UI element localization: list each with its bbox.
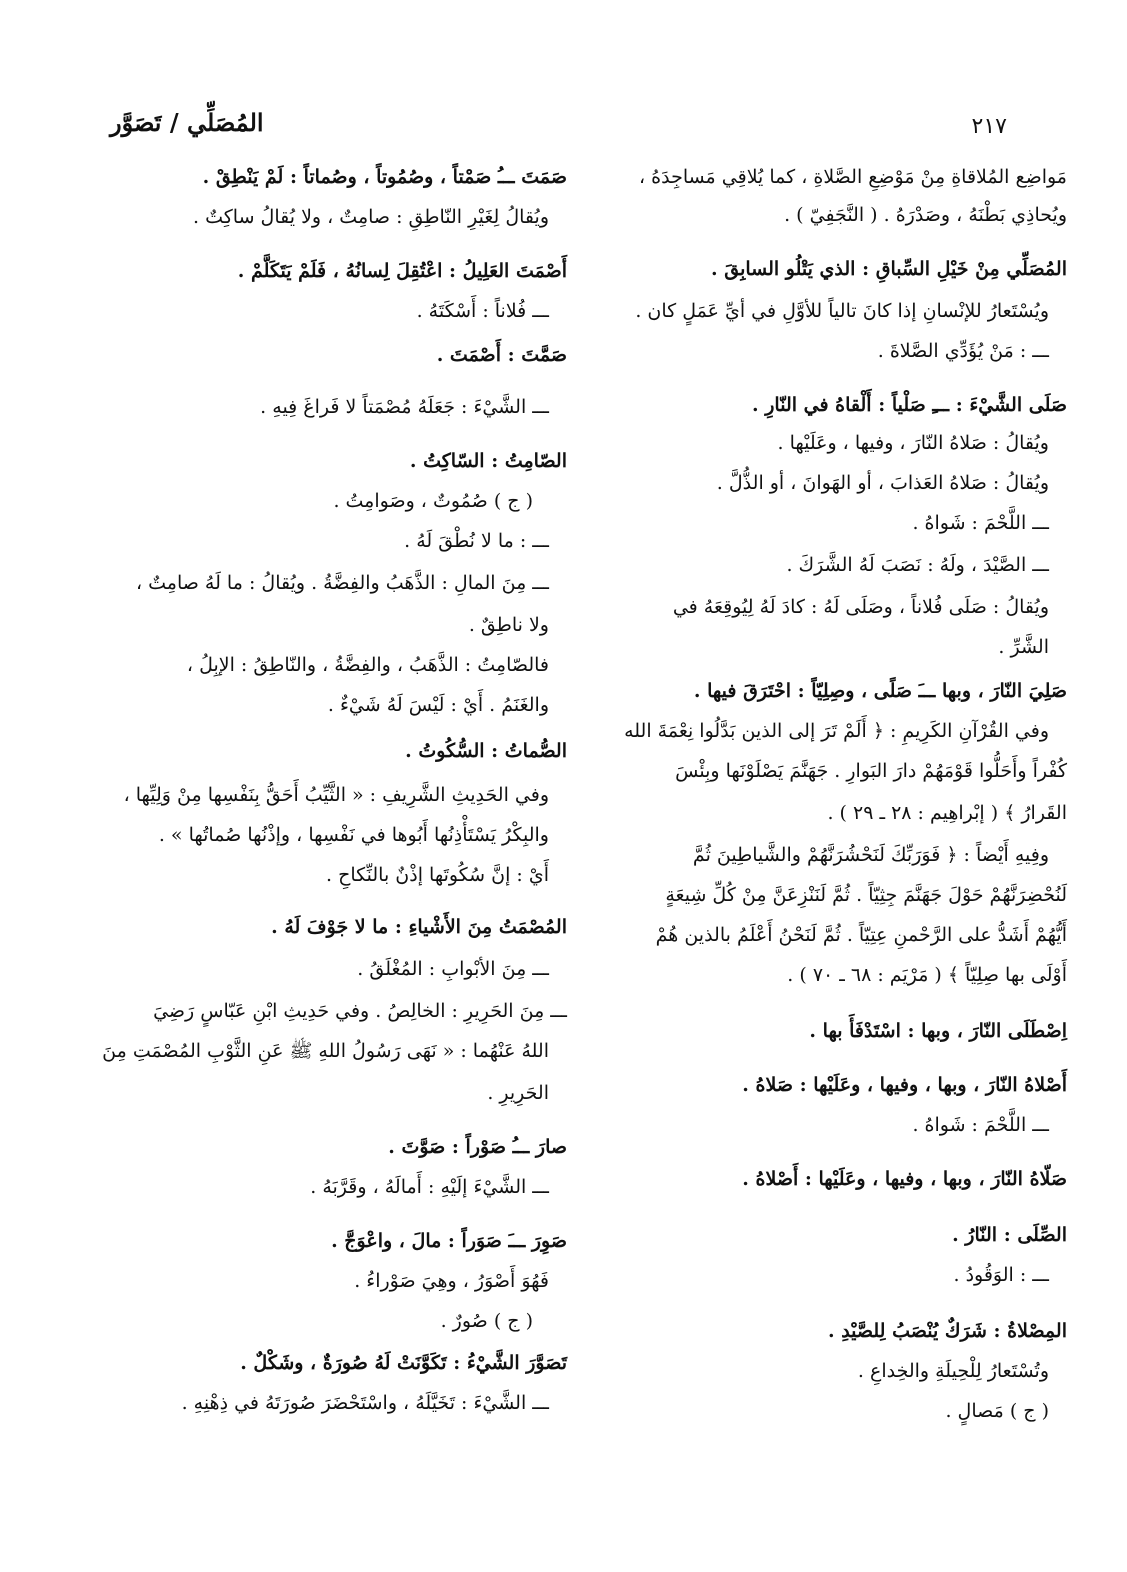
entry-text-line: وفي القُرْآنِ الكَرِيمِ : ﴿ أَلَمْ تَرَ إلى الذين بَدَّلُوا نِعْمَةَ الله	[624, 720, 1049, 742]
entry-text-line: ـــ الشَّيْءَ : تَخَيَّلَهُ ، واسْتَحْضَرَ صُورَتَهُ في ذِهْنِهِ .	[181, 1392, 549, 1414]
entry-text-line: ـــ مِنَ المالِ : الذَّهَبُ والفِضَّةُ . ويُقالُ : ما لَهُ صامِتٌ ،	[135, 572, 549, 594]
entry-text-line: كُفْراً وأَحَلُّوا قَوْمَهُمْ دارَ البَوارِ . جَهَنَّمَ يَصْلَوْنَها وبِئْسَ	[675, 760, 1067, 782]
entry-text-line: الحَرِيرِ .	[487, 1082, 549, 1104]
entry-text-line: ـــ مِنَ الأبْوابِ : المُغْلَقُ .	[357, 958, 549, 980]
entry-headword-line: صَمَّتَ : أَصْمَتَ .	[436, 344, 567, 366]
running-head: المُصَلِّي / تَصَوَّر	[110, 108, 264, 137]
entry-text-line: الشَّرِّ .	[998, 636, 1049, 658]
entry-text-line: ويُقالُ : صَلاهُ العَذابَ ، أو الهَوانَ ، أو الذُّلَّ .	[716, 472, 1049, 494]
entry-text-line: ـــ الشَّيْءَ : جَعَلَهُ مُصْمَتاً لا فَراغَ فِيهِ .	[260, 396, 549, 418]
entry-headword-line: أَصْلاهُ النّارَ ، وبها ، وفيها ، وعَلَيْها : صَلاهُ .	[742, 1074, 1067, 1096]
entry-text-line: ( ج ) صُمُوتٌ ، وصَوامِتُ .	[333, 490, 533, 512]
entry-text-line: ـــ الصَّيْدَ ، ولَهُ : نَصَبَ لَهُ الشَّرَكَ .	[786, 554, 1049, 576]
entry-headword-line: صَلِيَ النّارَ ، وبها ـــَ صَلًى ، وصِلِيّاً : احْتَرَقَ فيها .	[693, 680, 1067, 702]
entry-text-line: مَواضِع المُلاقاةِ مِنْ مَوْضِعِ الصَّلاةِ ، كما يُلاقِي مَساجِدَهُ ،	[638, 166, 1067, 188]
entry-text-line: فَهُوَ أَصْوَرُ ، وهِيَ صَوْراءُ .	[354, 1270, 549, 1292]
entry-headword-line: صَلَى الشَّيْءَ : ـــِ صَلْياً : أَلْقاهُ في النّارِ .	[752, 394, 1067, 416]
page-number: ٢١٧	[971, 114, 1007, 139]
entry-text-line: والبِكْرُ يَسْتَأْذِنُها أَبُوها في نَفْسِها ، وإذْنُها صُماتُها » .	[158, 824, 549, 846]
entry-headword-line: المِصْلاةُ : شَرَكٌ يُنْصَبُ لِلصَّيْدِ .	[827, 1320, 1067, 1342]
entry-text-line: ويُقالُ لِغَيْرِ النّاطِقِ : صامِتٌ ، ولا يُقالُ ساكِتٌ .	[193, 206, 549, 228]
entry-text-line: ولا ناطِقٌ .	[468, 614, 549, 636]
entry-headword-line: الصُّماتُ : السُّكُوتُ .	[405, 740, 567, 762]
entry-text-line: ـــ : الوَقُودُ .	[953, 1264, 1049, 1286]
entry-text-line: وفي الحَدِيثِ الشَّرِيفِ : « الثَّيِّبُ أَحَقُّ بِنَفْسِها مِنْ وَلِيِّها ،	[123, 784, 549, 806]
entry-headword-line: أَصْمَتَ العَلِيلُ : اعْتُقِلَ لِسانُهُ ، فَلَمْ يَتَكَلَّمْ .	[237, 260, 567, 282]
entry-text-line: فالصّامِتُ : الذَّهَبُ ، والفِضَّةُ ، والنّاطِقُ : الإبِلُ ،	[186, 654, 549, 676]
entry-text-line: ـــ : ما لا نُطْقَ لَهُ .	[404, 530, 549, 552]
entry-text-line: ويُقالُ : صَلاهُ النّارَ ، وفيها ، وعَلَيْها .	[777, 432, 1049, 454]
entry-text-line: ويُقالُ : صَلَى فُلاناً ، وصَلَى لَهُ : كادَ لَهُ لِيُوقِعَهُ في	[672, 596, 1049, 618]
entry-headword-line: الصِّلَى : النّارُ .	[952, 1224, 1067, 1246]
entry-text-line: لَنُحْضِرَنَّهُمْ حَوْلَ جَهَنَّمَ جِثِيّاً . ثُمَّ لَنَنْزِعَنَّ مِنْ كُلِّ شِيعَةٍ	[665, 884, 1067, 906]
entry-text-line: ـــ اللَّحْمَ : شَواهُ .	[912, 512, 1049, 534]
entry-headword-line: المُصَلِّي مِنْ خَيْلِ السِّباقِ : الذي يَتْلُو السابِقَ .	[711, 258, 1067, 280]
entry-text-line: ( ج ) صُورٌ .	[440, 1310, 533, 1332]
entry-text-line: القَرارُ ﴾ ( إبْراهِيم : ٢٨ ـ ٢٩ ) .	[827, 802, 1067, 824]
entry-headword-line: اِصْطَلَى النّارَ ، وبها : اسْتَدْفَأَ بها .	[809, 1020, 1067, 1042]
entry-headword-line: المُصْمَتُ مِنَ الأَشْياءِ : ما لا جَوْفَ لَهُ .	[271, 916, 567, 938]
entry-text-line: اللهُ عَنْهُما : « نَهَى رَسُولُ اللهِ ﷺ عَنِ الثَّوْبِ المُصْمَتِ مِنَ	[102, 1040, 549, 1062]
entry-headword-line: صَلّاهُ النّارَ ، وبها ، وفيها ، وعَلَيْها : أَصْلاهُ .	[742, 1168, 1067, 1190]
entry-text-line: وفِيهِ أَيْضاً : ﴿ فَوَرَبِّكَ لَنَحْشُرَنَّهُمْ والشَّياطِينَ ثُمَّ	[692, 844, 1049, 866]
entry-text-line: ـــ : مَنْ يُؤَدِّي الصَّلاةَ .	[877, 340, 1049, 362]
entry-headword-line: صارَ ـــُ صَوْراً : صَوَّتَ .	[388, 1136, 567, 1158]
page-header	[110, 108, 1027, 148]
entry-text-line: ويُسْتَعارُ للإنْسانِ إذا كانَ تالياً للأوَّلِ في أيِّ عَمَلٍ كان .	[635, 300, 1049, 322]
entry-headword-line: تَصَوَّرَ الشَّيْءُ : تَكَوَّنَتْ لَهُ صُورَةٌ ، وشَكْلٌ .	[240, 1352, 567, 1374]
entry-text-line: أَيْ : إنَّ سُكُوتَها إذْنٌ بالنِّكاحِ .	[326, 864, 549, 886]
entry-text-line: أَيُّهُمْ أَشَدُّ على الرَّحْمنِ عِتِيّاً . ثُمَّ لَنَحْنُ أَعْلَمُ بالذين هُمْ	[655, 924, 1067, 946]
entry-headword-line: صَمَتَ ـــُ صَمْتاً ، وصُمُوتاً ، وصُماتاً : لَمْ يَنْطِقْ .	[202, 166, 567, 188]
entry-text-line: ـــ فُلاناً : أَسْكَتَهُ .	[416, 300, 549, 322]
entry-text-line: وتُسْتَعارُ لِلْحِيلَةِ والخِداعِ .	[857, 1360, 1049, 1382]
entry-headword-line: صَوِرَ ـــَ صَوَراً : مالَ ، واعْوَجَّ .	[331, 1230, 567, 1252]
entry-text-line: أَوْلَى بها صِلِيّاً ﴾ ( مَرْيَم : ٦٨ ـ ٧٠ ) .	[787, 964, 1067, 986]
entry-text-line: ـــ مِنَ الحَرِيرِ : الخالِصُ . وفي حَدِيثِ ابْنِ عَبّاسٍ رَضِيَ	[153, 1000, 567, 1022]
entry-headword-line: الصّامِتُ : السّاكِتُ .	[409, 450, 567, 472]
entry-text-line: ويُحاذِي بَطْنَهُ ، وصَدْرَهُ . ( النَّجَفِيّ ) .	[784, 204, 1067, 226]
entry-text-line: ( ج ) مَصالٍ .	[945, 1400, 1049, 1422]
entry-text-line: والغَنَمُ . أَيْ : لَيْسَ لَهُ شَيْءٌ .	[327, 694, 549, 716]
entry-text-line: ـــ الشَّيْءَ إلَيْهِ : أَمالَهُ ، وقَرَّبَهُ .	[310, 1176, 549, 1198]
entry-text-line: ـــ اللَّحْمَ : شَواهُ .	[912, 1114, 1049, 1136]
